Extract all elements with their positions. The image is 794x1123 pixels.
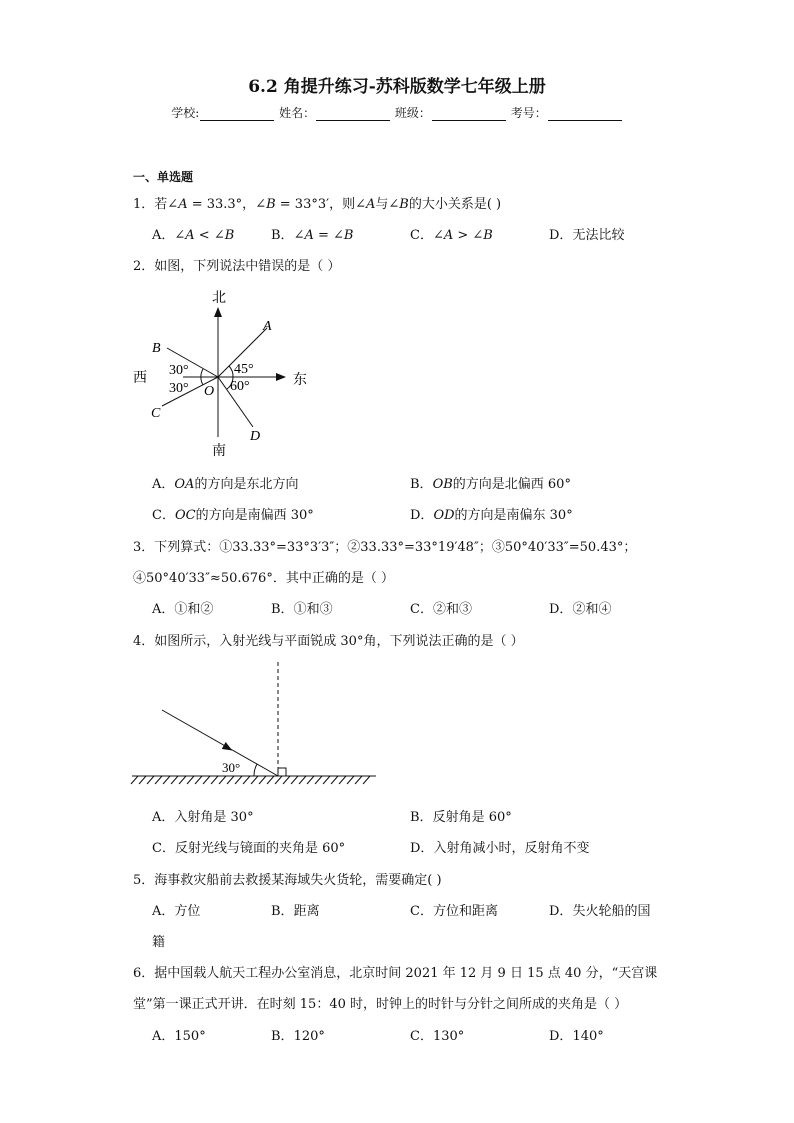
angle-label-60: 60° bbox=[230, 379, 250, 394]
hatch-line bbox=[307, 776, 314, 784]
q5-option-d[interactable]: D．失火轮船的国 bbox=[549, 904, 651, 919]
hatch-line bbox=[283, 776, 290, 784]
hatch-line bbox=[187, 776, 194, 784]
q6-option-b[interactable]: B．120° bbox=[271, 1029, 325, 1044]
hatch-line bbox=[355, 776, 362, 784]
hatch-line bbox=[267, 776, 274, 784]
class-blank bbox=[432, 107, 506, 121]
q6-option-d[interactable]: D．140° bbox=[549, 1029, 604, 1044]
hatch-line bbox=[195, 776, 202, 784]
east-label: 东 bbox=[293, 373, 307, 388]
section-heading: 一、单选题 bbox=[133, 170, 194, 184]
question-4: 4．如图所示，入射光线与平面锐成 30°角，下列说法正确的是（ ） bbox=[133, 634, 524, 649]
q1-text: = 33°3′，则 bbox=[275, 197, 356, 212]
q5-option-c[interactable]: C．方位和距离 bbox=[410, 904, 498, 919]
question-6-line-2: 堂”第一课正式开讲．在时刻 15：40 时，时钟上的时针与分针之间所成的夹角是（ ） bbox=[133, 997, 628, 1012]
hatch-line bbox=[203, 776, 210, 784]
q1-angle-a: ∠A bbox=[167, 197, 188, 212]
q5-option-b[interactable]: B．距离 bbox=[271, 904, 320, 919]
q2-option-b[interactable]: B．OB的方向是北偏西 60° bbox=[410, 477, 571, 492]
question-1 bbox=[133, 193, 501, 212]
q1-text: = 33.3°， bbox=[187, 197, 256, 212]
hatch-line bbox=[139, 776, 146, 784]
angle-label-30-upper: 30° bbox=[169, 363, 189, 378]
hatch-line bbox=[347, 776, 354, 784]
q3-option-c[interactable]: C．②和③ bbox=[410, 602, 472, 617]
page-title: 6.2 角提升练习-苏科版数学七年级上册 bbox=[248, 77, 546, 97]
exam-number-label: 考号： bbox=[510, 106, 547, 120]
q4-option-b[interactable]: B．反射角是 60° bbox=[410, 810, 512, 825]
hatch-line bbox=[131, 776, 138, 784]
question-6-line-1: 6．据中国载人航天工程办公室消息，北京时间 2021 年 12 月 9 日 15 点 40 分，“天宫课 bbox=[133, 966, 658, 981]
hatch-line bbox=[219, 776, 226, 784]
hatch-line bbox=[227, 776, 234, 784]
q3-option-b[interactable]: B．①和③ bbox=[271, 602, 333, 617]
point-b-label: B bbox=[152, 341, 161, 356]
school-blank bbox=[200, 107, 274, 121]
q1-option-b[interactable]: B．∠A = ∠B bbox=[271, 228, 354, 243]
q4-option-c[interactable]: C．反射光线与镜面的夹角是 60° bbox=[152, 841, 346, 856]
name-blank bbox=[316, 107, 390, 121]
q1-option-c[interactable]: C．∠A > ∠B bbox=[410, 228, 493, 243]
q4-option-d[interactable]: D．入射角减小时，反射角不变 bbox=[410, 841, 590, 856]
angle-arc-45 bbox=[229, 366, 233, 377]
hatch-line bbox=[235, 776, 242, 784]
angle-label-30: 30° bbox=[222, 760, 241, 775]
q1-option-d[interactable]: D．无法比较 bbox=[549, 228, 625, 243]
right-angle-mark bbox=[278, 768, 286, 776]
hatch-line bbox=[331, 776, 338, 784]
hatch-line bbox=[155, 776, 162, 784]
west-label: 西 bbox=[133, 371, 147, 386]
point-o-label: O bbox=[204, 384, 215, 399]
hatch-line bbox=[171, 776, 178, 784]
q1-number: 1． bbox=[133, 197, 155, 212]
q6-option-a[interactable]: A．150° bbox=[152, 1029, 206, 1044]
question-5: 5．海事救灾船前去救援某海域失火货轮，需要确定( ) bbox=[133, 873, 442, 888]
question-3-line-2: ④50°40′33″≈50.676°．其中正确的是（ ） bbox=[133, 571, 394, 586]
hatch-line bbox=[339, 776, 346, 784]
hatch-line bbox=[251, 776, 258, 784]
exam-number-blank bbox=[548, 107, 622, 121]
light-reflection-figure bbox=[130, 660, 380, 790]
q4-option-a[interactable]: A．入射角是 30° bbox=[152, 810, 254, 825]
point-a-label: A bbox=[263, 319, 272, 334]
q1-text: 与 bbox=[375, 197, 389, 212]
south-label: 南 bbox=[212, 444, 226, 459]
hatch-line bbox=[291, 776, 298, 784]
compass-figure bbox=[125, 282, 325, 462]
q2-option-d[interactable]: D．OD的方向是南偏东 30° bbox=[410, 508, 573, 523]
point-d-label: D bbox=[250, 429, 261, 444]
q2-option-c[interactable]: C．OC的方向是南偏西 30° bbox=[152, 508, 314, 523]
hatch-line bbox=[259, 776, 266, 784]
hatch-line bbox=[243, 776, 250, 784]
hatch-line bbox=[275, 776, 282, 784]
hatch-line bbox=[179, 776, 186, 784]
school-label: 学校: bbox=[171, 106, 200, 120]
mirror-hatching bbox=[131, 776, 370, 784]
q3-option-d[interactable]: D．②和④ bbox=[549, 602, 612, 617]
q1-text: 若 bbox=[154, 197, 168, 212]
q2-option-a[interactable]: A．OA的方向是东北方向 bbox=[152, 477, 299, 492]
name-label: 姓名： bbox=[279, 106, 316, 120]
q1-angle-a: ∠A bbox=[355, 197, 376, 212]
question-3-line-1: 3．下列算式：①33.33°=33°3′3″；②33.33°=33°19′48″；③50°40′33″=50.43°； bbox=[133, 540, 637, 555]
question-2: 2．如图，下列说法中错误的是（ ） bbox=[133, 259, 341, 274]
point-c-label: C bbox=[151, 406, 161, 421]
q1-text: 的大小关系是( ) bbox=[408, 197, 502, 212]
incident-ray bbox=[162, 710, 278, 776]
q1-option-a[interactable]: A．∠A < ∠B bbox=[152, 228, 235, 243]
angle-arc-30 bbox=[254, 764, 257, 776]
angle-label-30-lower: 30° bbox=[169, 381, 189, 396]
hatch-line bbox=[363, 776, 370, 784]
angle-label-45: 45° bbox=[234, 362, 254, 377]
student-info-line bbox=[0, 104, 794, 121]
hatch-line bbox=[315, 776, 322, 784]
q6-option-c[interactable]: C．130° bbox=[410, 1029, 465, 1044]
q1-angle-b: ∠B bbox=[255, 197, 276, 212]
hatch-line bbox=[147, 776, 154, 784]
class-label: 班级： bbox=[394, 106, 431, 120]
hatch-line bbox=[299, 776, 306, 784]
q5-option-a[interactable]: A．方位 bbox=[152, 904, 201, 919]
hatch-line bbox=[211, 776, 218, 784]
q1-angle-b: ∠B bbox=[388, 197, 409, 212]
q5-option-d-wrap: 籍 bbox=[152, 935, 166, 950]
hatch-line bbox=[163, 776, 170, 784]
q3-option-a[interactable]: A．①和② bbox=[152, 602, 214, 617]
hatch-line bbox=[323, 776, 330, 784]
north-label: 北 bbox=[212, 291, 226, 306]
